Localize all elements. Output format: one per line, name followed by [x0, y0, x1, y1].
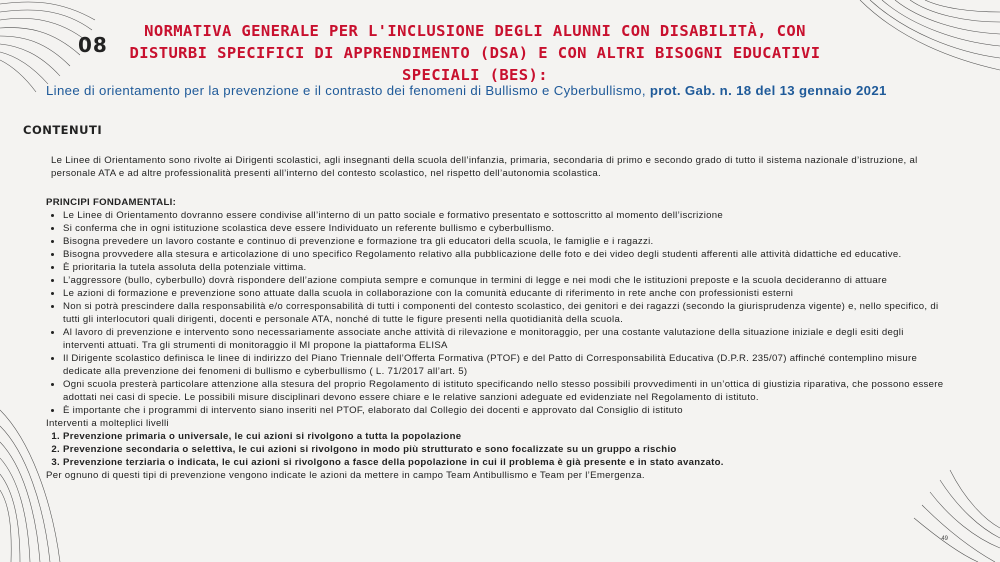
list-item: • Bisogna prevedere un lavoro costante e continuo di prevenzione e formazione tra gli educatori della scuola, le famiglie e i ragazzi.: [63, 235, 946, 248]
slide-number: 08: [78, 33, 108, 57]
levels-heading: Interventi a molteplici livelli: [46, 418, 169, 429]
list-item: • Le Linee di Orientamento dovranno essere condivise all’interno di un patto sociale e formativo presentato e sottoscritto al momento dell’iscrizione: [63, 209, 946, 222]
list-item: • È importante che i programmi di intervento siano inseriti nel PTOF, elaborato dal Collegio dei docenti e approvato dal Consiglio di istituto: [63, 404, 946, 417]
list-item: 1. Prevenzione primaria o universale, le cui azioni si rivolgono a tutta la popolazione: [63, 430, 946, 443]
list-item: • Il Dirigente scolastico definisca le linee di indirizzo del Piano Triennale dell’Offerta Formativa (PTOF) e del Patto di Corresponsabilità Educativa (D.P.R. 235/07) affinché contemplino misure dedicate alla prevenzione dei fenomeni di bullismo e cyberbullismo ( L. 71/2017 all’art. 5): [63, 352, 946, 378]
page-number: 49: [941, 536, 948, 542]
list-item: • L’aggressore (bullo, cyberbullo) dovrà rispondere dell’azione compiuta sempre e comunque in termini di legge e nei modi che le istituzioni preposte e la scuola decideranno di attuare: [63, 274, 946, 287]
list-item: • Non si potrà prescindere dalla responsabilità e/o corresponsabilità di tutti i componenti del contesto scolastico, dei genitori e dei ragazzi (secondo la giurisprudenza vigente) e, nello specifico, di tutti gli interlocutori quali dirigenti, docenti e personale ATA, nonché di tutte le figure presenti nella quotidianità della scuola.: [63, 300, 946, 326]
list-item: • È prioritaria la tutela assoluta della potenziale vittima.: [63, 261, 946, 274]
list-item: • Si conferma che in ogni istituzione scolastica deve essere Individuato un referente bullismo e cyberbullismo.: [63, 222, 946, 235]
levels-list: [46, 430, 946, 469]
list-item: • Bisogna provvedere alla stesura e articolazione di uno specifico Regolamento relativo alla pubblicazione delle foto e dei video degli studenti afferenti alle attività didattiche ed educative.: [63, 248, 946, 261]
content-body: [46, 196, 946, 482]
subtitle-text: Linee di orientamento per la prevenzione e il contrasto dei fenomeni di Bullismo e Cyberbullismo,: [46, 83, 650, 98]
slide-title: NORMATIVA GENERALE PER L'INCLUSIONE DEGLI ALUNNI CON DISABILITÀ, CON DISTURBI SPECIFICI DI APPRENDIMENTO (DSA) E CON ALTRI BISOGNI EDUCATIVI SPECIALI (BES):: [129, 22, 821, 84]
principles-heading: PRINCIPI FONDAMENTALI:: [46, 197, 177, 208]
closing-text: Per ognuno di questi tipi di prevenzione vengono indicate le azioni da mettere in campo Team Antibullismo e Team per l’Emergenza.: [46, 470, 645, 481]
subtitle-reference: prot. Gab. n. 18 del 13 gennaio 2021: [649, 83, 887, 98]
intro-paragraph: Le Linee di Orientamento sono rivolte ai Dirigenti scolastici, agli insegnanti della scuola dell’infanzia, primaria, secondaria di primo e secondo grado di tutto il sistema nazionale d’istruzione, al personale ATA e ad altre professionalità presenti all’interno del contesto scolastico, nel rispetto dell’autonomia scolastica.: [51, 155, 918, 179]
section-heading: CONTENUTI: [23, 123, 103, 137]
principles-list: [46, 209, 946, 417]
list-item: • Le azioni di formazione e prevenzione sono attuate dalla scuola in collaborazione con la comunità educante di riferimento in rete anche con professionisti esterni: [63, 287, 946, 300]
list-item: 3. Prevenzione terziaria o indicata, le cui azioni si rivolgono a fasce della popolazione in cui il problema è già presente e in stato avanzato.: [63, 456, 946, 469]
subtitle: [46, 82, 956, 99]
list-item: • Al lavoro di prevenzione e intervento sono necessariamente associate anche attività di rilevazione e monitoraggio, per una costante valutazione della situazione iniziale e degli esiti degli interventi attuati. Tra gli strumenti di monitoraggio il MI propone la piattaforma ELISA: [63, 326, 946, 352]
list-item: • Ogni scuola presterà particolare attenzione alla stesura del proprio Regolamento di istituto specificando nello stesso possibili provvedimenti in un’ottica di giustizia riparativa, che possono essere adottati nei casi di specie. Le possibili misure disciplinari devono essere chiare e le relative sanzioni adeguate ed evidenziate nel Regolamento di istituto.: [63, 378, 946, 404]
list-item: 2. Prevenzione secondaria o selettiva, le cui azioni si rivolgono in modo più strutturato e sono focalizzate su un gruppo a rischio: [63, 443, 946, 456]
